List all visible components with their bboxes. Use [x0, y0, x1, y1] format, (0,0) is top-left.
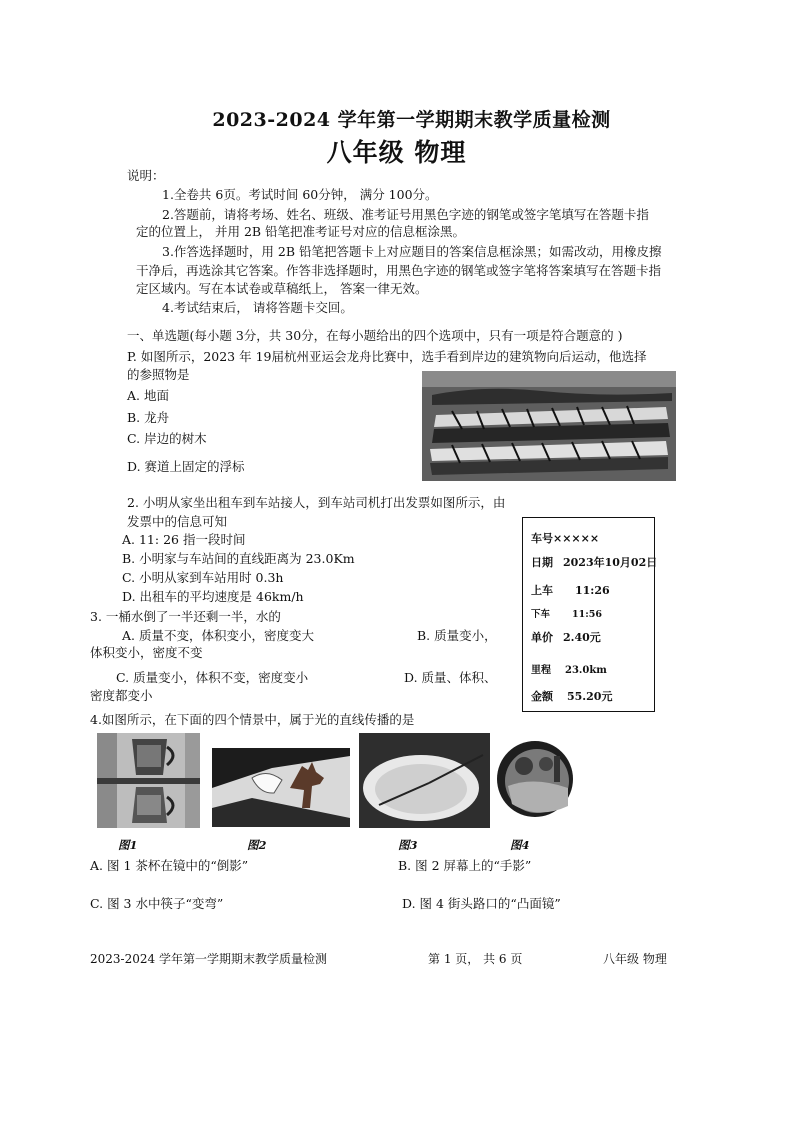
figure-3-caption: 图3 — [398, 838, 418, 852]
q1-option-b: B. 龙舟 — [127, 410, 170, 425]
instructions-label: 说明： — [127, 168, 165, 183]
receipt-price-label: 单价 — [531, 631, 553, 644]
receipt-down-row — [531, 606, 602, 620]
receipt-distance-label: 里程 — [531, 665, 551, 676]
figure-1-cup-reflection-image — [97, 733, 200, 828]
receipt-price-row — [531, 629, 601, 645]
q3-option-d-part-2: 密度都变小 — [90, 688, 153, 703]
receipt-up-value: 11:26 — [575, 584, 610, 597]
receipt-date-row — [531, 554, 657, 570]
q3-option-d-part-1: D. 质量、体积、 — [404, 670, 497, 685]
taxi-receipt — [522, 517, 658, 712]
q3-option-c: C. 质量变小，体积不变，密度变小 — [116, 670, 309, 685]
receipt-date-label: 日期 — [531, 556, 553, 569]
figure-4-convex-mirror-image — [494, 736, 576, 822]
q2-option-c: C. 小明从家到车站用时 0.3h — [122, 570, 284, 585]
figure-3-chopstick-water-image — [359, 733, 490, 828]
q2-stem-line-2: 发票中的信息可知 — [127, 514, 228, 529]
dragon-boat-image — [422, 371, 676, 481]
receipt-distance-row — [531, 661, 607, 676]
receipt-car-label: 车号 — [531, 532, 553, 545]
q3-option-b-part-1: B. 质量变小， — [417, 628, 497, 643]
receipt-amount-row — [531, 688, 612, 704]
footer-page-number: 第 1 页， 共 6 页 — [428, 952, 523, 966]
instruction-item-3-line-1: 3.作答选择题时，用 2B 铅笔把答题卡上对应题目的答案信息框涂黑；如需改动，用橡皮擦 — [162, 244, 662, 259]
receipt-up-row — [531, 582, 610, 598]
instruction-item-3-line-3: 定区域内。写在本试卷或草稿纸上， 答案一律无效。 — [136, 281, 428, 296]
receipt-down-label: 下车 — [531, 609, 551, 620]
q4-option-d: D. 图 4 街头路口的“凸面镜” — [402, 896, 561, 911]
instruction-item-2-line-2: 定的位置上， 并用 2B 铅笔把准考证号对应的信息框涂黑。 — [136, 224, 466, 239]
section-heading: 一、单选题(每小题 3分，共 30分，在每小题给出的四个选项中，只有一项是符合题意的 ) — [127, 328, 623, 343]
q2-stem-line-1: 2. 小明从家坐出租车到车站接人，到车站司机打出发票如图所示，由 — [127, 495, 506, 510]
q2-option-d: D. 出租车的平均速度是 46km/h — [122, 589, 304, 604]
q1-option-c: C. 岸边的树木 — [127, 431, 207, 446]
receipt-date-value: 2023年10月02日 — [563, 556, 658, 569]
receipt-amount-value: 55.20元 — [567, 690, 613, 703]
q1-option-d: D. 赛道上固定的浮标 — [127, 459, 245, 474]
q4-option-a: A. 图 1 茶杯在镜中的“倒影” — [90, 858, 249, 873]
receipt-distance-value: 23.0km — [565, 665, 607, 676]
receipt-down-value: 11:56 — [572, 609, 602, 620]
exam-title: 2023-2024 学年第一学期期末教学质量检测 — [212, 109, 611, 131]
receipt-up-label: 上车 — [531, 584, 553, 597]
q1-stem-line-1: P. 如图所示，2023 年 19届杭州亚运会龙舟比赛中，选手看到岸边的建筑物向后运动，他选择 — [127, 349, 647, 364]
q2-option-a: A. 11: 26 指一段时间 — [122, 532, 246, 547]
exam-subtitle: 八年级 物理 — [326, 138, 467, 167]
receipt-car-row — [531, 530, 599, 546]
figure-2-caption: 图2 — [247, 838, 267, 852]
receipt-car-value: ××××× — [553, 532, 600, 545]
figure-2-hand-shadow-image — [212, 748, 350, 827]
instruction-item-4: 4.考试结束后， 请将答题卡交回。 — [162, 300, 353, 315]
figure-1-caption: 图1 — [118, 838, 138, 852]
figure-4-caption: 图4 — [510, 838, 530, 852]
receipt-price-value: 2.40元 — [563, 631, 601, 644]
q3-option-a: A. 质量不变，体积变小，密度变大 — [122, 628, 314, 643]
q2-option-b: B. 小明家与车站间的直线距离为 23.0Km — [122, 551, 355, 566]
q1-stem-line-2: 的参照物是 — [127, 367, 190, 382]
instruction-item-1: 1.全卷共 6页。考试时间 60分钟， 满分 100分。 — [162, 187, 438, 202]
footer-subject: 八年级 物理 — [603, 952, 667, 966]
receipt-amount-label: 金额 — [531, 690, 553, 703]
instruction-item-2-line-1: 2.答题前，请将考场、姓名、班级、准考证号用黑色字迹的钢笔或签字笔填写在答题卡指 — [162, 207, 649, 222]
q4-option-c: C. 图 3 水中筷子“变弯” — [90, 896, 224, 911]
q3-option-b-part-2: 体积变小，密度不变 — [90, 645, 203, 660]
q4-option-b: B. 图 2 屏幕上的“手影” — [398, 858, 532, 873]
q1-option-a: A. 地面 — [127, 388, 169, 403]
footer-exam-name: 2023-2024 学年第一学期期末教学质量检测 — [90, 952, 327, 966]
instruction-item-3-line-2: 干净后，再选涂其它答案。作答非选择题时，用黑色字迹的钢笔或签字笔将答案填写在答题卡指 — [136, 263, 662, 278]
q4-stem: 4.如图所示，在下面的四个情景中，属于光的直线传播的是 — [90, 712, 415, 727]
q3-stem: 3. 一桶水倒了一半还剩一半，水的 — [90, 609, 281, 624]
